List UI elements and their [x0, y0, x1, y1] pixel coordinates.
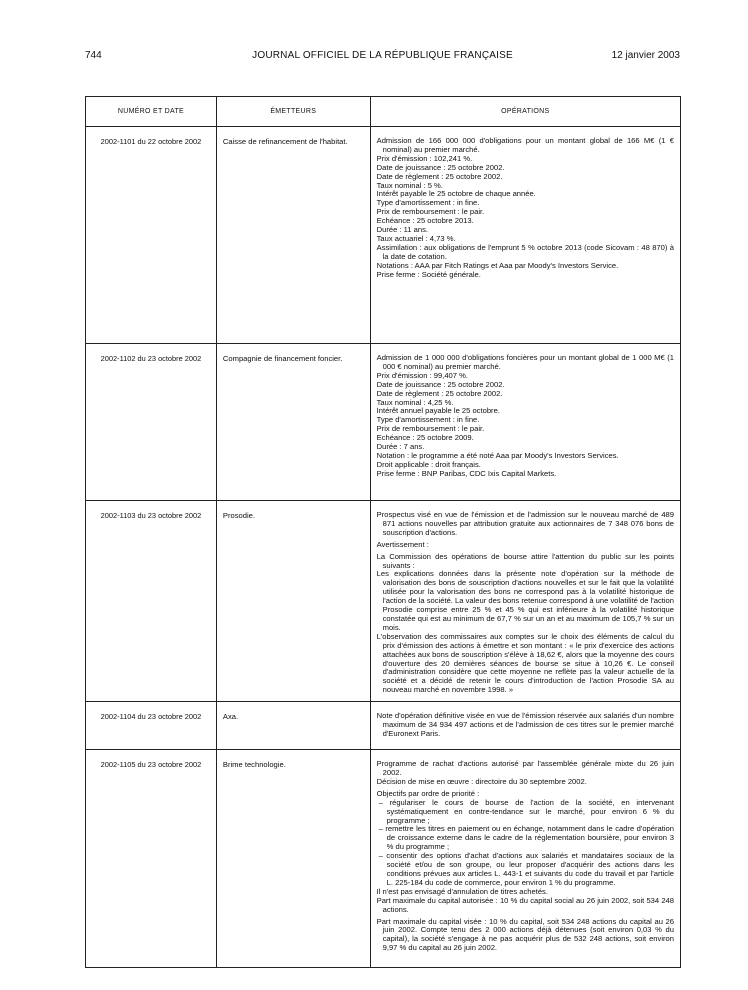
row-issuer: Axa.: [216, 702, 370, 750]
operation-line: Part maximale du capital visée : 10 % du capital, soit 534 248 actions du capital au 26 juin 2002. Compte tenu des 2 000 actions déjà détenues (soit environ 0,03 % du capital), la société s'engage à ne pas acquérir plus de 532 248 actions, soit environ 9,97 % du capital au 26 juin 2002.: [376, 916, 674, 953]
row-issuer: Brime technologie.: [216, 750, 370, 968]
row-number-date: 2002-1101 du 22 octobre 2002: [86, 127, 217, 344]
table-row: [86, 750, 681, 968]
row-operations: [370, 344, 680, 501]
column-header-operations: OPÉRATIONS: [370, 97, 680, 127]
operation-line: Assimilation : aux obligations de l'emprunt 5 % octobre 2013 (code Sicovam : 48 870) à la date de cotation.: [376, 242, 674, 261]
operation-line: Type d'amortissement : in fine.: [376, 198, 480, 208]
column-header-issuers: ÉMETTEURS: [216, 97, 370, 127]
operation-line: Type d'amortissement : in fine.: [376, 415, 480, 425]
row-number-date: 2002-1105 du 23 octobre 2002: [86, 750, 217, 968]
operation-line: Taux nominal : 4,25 %.: [376, 397, 454, 407]
page-header: [85, 50, 680, 64]
column-header-number-date: NUMÉRO ET DATE: [86, 97, 217, 127]
operation-line: Date de jouissance : 25 octobre 2002.: [376, 162, 505, 172]
table-row: [86, 501, 681, 702]
operation-line: – consentir des options d'achat d'actions aux salariés et mandataires sociaux de la société et/ou de son groupe, ou leur proposer d'acquérir des actions dans les conditions prévues aux articles L. 443-1 et suivants du code du travail et par l'article L. 225-184 du code de commerce, pour environ 1 % du programme.: [378, 851, 674, 887]
operation-line: Date de règlement : 25 octobre 2002.: [376, 388, 503, 398]
table-row: [86, 127, 681, 344]
page-number: 744: [85, 50, 102, 61]
row-number-date: 2002-1103 du 23 octobre 2002: [86, 501, 217, 702]
row-operations: [370, 702, 680, 750]
operations-table: [85, 96, 681, 968]
row-number-date: 2002-1102 du 23 octobre 2002: [86, 344, 217, 501]
operation-line: Prise ferme : BNP Paribas, CDC Ixis Capital Markets.: [376, 468, 557, 478]
row-operations: [370, 501, 680, 702]
operation-line: Part maximale du capital autorisée : 10 % du capital social au 26 juin 2002, soit 534 248 actions.: [376, 895, 674, 914]
row-operations: [370, 750, 680, 968]
operation-line: Admission de 166 000 000 d'obligations pour un montant global de 166 M€ (1 € nominal) au premier marché.: [376, 136, 674, 154]
operation-line: Durée : 7 ans.: [376, 442, 425, 452]
row-issuer: Prosodie.: [216, 501, 370, 702]
operation-line: Avertissement :: [376, 539, 429, 549]
operation-line: Programme de rachat d'actions autorisé par l'assemblée générale mixte du 26 juin 2002.: [376, 759, 674, 778]
table-header-row: [86, 97, 681, 127]
operation-line: Droit applicable : droit français.: [376, 459, 481, 469]
operation-line: L'observation des commissaires aux comptes sur le choix des éléments de calcul du prix d'émission des actions à émettre et son montant : « le prix d'exercice des actions attachées aux bons de souscription s'élève à 18,62 €, alors que la moyenne des cours d'ouverture des 20 dernières séances de bourse se situe à 10,26 €. Le conseil d'administration considère que cette moyenne ne reflète pas la valeur actuelle de la société et a décidé de retenir le cours d'introduction de l'action Prosodie SA au nouveau marché en novembre 1998. »: [376, 631, 674, 695]
journal-title: JOURNAL OFFICIEL DE LA RÉPUBLIQUE FRANÇAISE: [252, 50, 513, 61]
table-row: [86, 702, 681, 750]
operation-line: Intérêt annuel payable le 25 octobre.: [376, 406, 500, 416]
operation-line: Echéance : 25 octobre 2009.: [376, 433, 474, 443]
issue-date: 12 janvier 2003: [611, 50, 680, 61]
operation-line: Taux nominal : 5 %.: [376, 180, 443, 190]
operation-line: – régulariser le cours de bourse de l'action de la société, en intervenant systématiquement en contre-tendance sur le marché, pour environ 6 % du programme ;: [378, 797, 674, 825]
operation-line: Note d'opération définitive visée en vue de l'émission réservée aux salariés d'un nombre maximum de 34 934 497 actions et de l'admission de ces titres sur le premier marché d'Euronext Paris.: [376, 711, 674, 738]
operation-line: Durée : 11 ans.: [376, 225, 428, 235]
operation-line: Prix de remboursement : le pair.: [376, 424, 485, 434]
operation-line: – remettre les titres en paiement ou en échange, notamment dans le cadre d'opération de croissance externe dans le cadre de la réglementation boursière, pour environ 3 % du programme ;: [378, 824, 674, 852]
operation-line: Taux actuariel : 4,73 %.: [376, 233, 456, 243]
operation-line: Prix de remboursement : le pair.: [376, 207, 485, 217]
operation-line: Date de règlement : 25 octobre 2002.: [376, 171, 503, 181]
operation-line: Notations : AAA par Fitch Ratings et Aaa par Moody's Investors Service.: [376, 260, 619, 270]
operation-line: Prix d'émission : 102,241 %.: [376, 153, 473, 163]
row-operations: [370, 127, 680, 344]
table-row: [86, 344, 681, 501]
operation-line: Intérêt payable le 25 octobre de chaque année.: [376, 189, 536, 199]
operation-line: Les explications données dans la présente note d'opération sur la méthode de valorisation des bons de souscription d'actions nouvelles et sur le fait que la volatilité utilisée pour la valorisation des bons ne correspond pas à la volatilité historique de l'action de la société. La valeur des bons retenue correspond à une volatilité de l'action Prosodie comprise entre 25 % et 45 % qui est inférieure à la volatilité historique constatée qui est au minimum de 67,7 % sur un an et au maximum de 105,7 % sur un mois.: [376, 569, 674, 632]
row-issuer: Caisse de refinancement de l'habitat.: [216, 127, 370, 344]
row-issuer: Compagnie de financement foncier.: [216, 344, 370, 501]
operation-line: Prise ferme : Société générale.: [376, 269, 481, 279]
operation-line: Admission de 1 000 000 d'obligations foncières pour un montant global de 1 000 M€ (1 000 € nominal) au premier marché.: [376, 353, 674, 371]
operation-line: Prix d'émission : 99,407 %.: [376, 370, 468, 380]
operation-line: Date de jouissance : 25 octobre 2002.: [376, 379, 505, 389]
operation-line: La Commission des opérations de bourse attire l'attention du public sur les points suivants :: [376, 551, 674, 570]
operation-line: Objectifs par ordre de priorité :: [376, 788, 480, 798]
operation-line: Prospectus visé en vue de l'émission et de l'admission sur le nouveau marché de 489 871 actions nouvelles par attribution gratuite aux actionnaires de 7 348 076 bons de souscription d'actions.: [376, 510, 674, 537]
operation-line: Décision de mise en œuvre : directoire du 30 septembre 2002.: [376, 776, 587, 786]
operation-line: Il n'est pas envisagé d'annulation de titres achetés.: [376, 886, 548, 896]
row-number-date: 2002-1104 du 23 octobre 2002: [86, 702, 217, 750]
operation-line: Notation : le programme a été noté Aaa par Moody's Investors Services.: [376, 450, 619, 460]
operation-line: Echéance : 25 octobre 2013.: [376, 216, 474, 226]
